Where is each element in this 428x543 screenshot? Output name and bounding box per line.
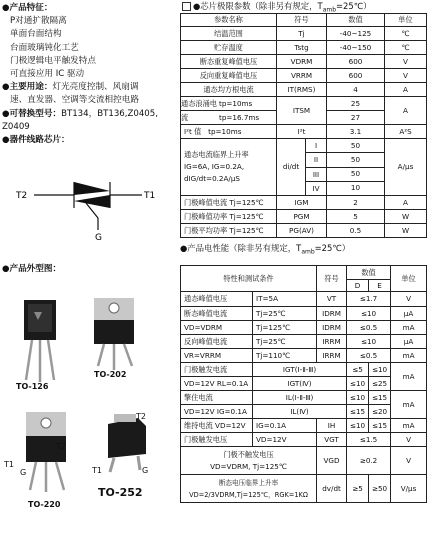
table-row: 结温范围 Tj -40~125 ℃ [181, 27, 427, 41]
table-header-row [181, 14, 427, 27]
checkbox-icon [182, 2, 191, 11]
feature-item: 台面玻璃钝化工艺 [10, 42, 79, 53]
table-row: 断态电压临界上升率 VD=2/3VDRM,Tj=125℃，RGK=1KΩ dv/dt ≥5 ≥50 V/μs [181, 475, 427, 503]
table-row: 通态峰值电压 IT=5A VT ≤1.7 V [181, 292, 427, 307]
table-row: 门极峰值功率 Tj=125℃ PGM 5 W [181, 210, 427, 224]
table-row: 反向重复峰值电压 VRRM 600 V [181, 69, 427, 83]
package-to126-label: TO-126 [16, 382, 49, 391]
package-to252-label: TO-252 [98, 486, 143, 499]
header-value: 数值 [327, 14, 385, 27]
package-to202-label: TO-202 [94, 370, 127, 379]
header-unit: 单位 [385, 14, 427, 27]
pin-t2-label-252: T2 [136, 412, 146, 421]
limits-title: ●芯片极限参数（除非另有规定，$T_{amb}=25℃$） [180, 0, 428, 13]
features-title: ●产品特征： [2, 3, 53, 13]
application-text: ●主要用途：灯光亮度控制、风扇调 [2, 82, 139, 93]
table-row: VD=12V RL=0.1A IGT(Ⅳ) ≤10 ≤25 [181, 377, 427, 391]
table-row: 门极触发电流 IGT(Ⅰ-Ⅱ-Ⅲ) ≤5 ≤10 mA [181, 363, 427, 377]
table-row: 门极不触发电压 VD=VDRM, Tj=125℃ VGD ≥0.2 V [181, 447, 427, 475]
feature-item: 门极逻辑电平触发特点 [10, 55, 96, 66]
table-row: 擎住电流 IL(Ⅰ-Ⅱ-Ⅲ) ≤10 ≤15 mA [181, 391, 427, 405]
limits-table: 参数名称 符号 数值 单位 结温范围 Tj -40~125 ℃ 贮存温度 Tstg -40~150 ℃ 断态重复峰值电压 VDRM 600 V 反向重复峰值电压 VRRM 600 V 通态均方根电流 IT(RMS) 4 A 通态浪涌电 tp=10ms ITSM 25 A 流 tp=16.7ms 27 I²t 值 tp=10ms I²t 3.1 A²S 通态电流临界上升率 IG=6A, IG=0.2A, dIG/dt=0.2A/μS di/dt I II III IV 50 A/μs 50 50 10 门极峰值电流 Tj=125℃ IGM 2 A 门极峰值功率 Tj=125℃ PGM 5 W 门极平均功率 Tj=125℃ PG(AV) 0.5 W [180, 13, 427, 238]
pin-t2-label: T2 [56, 442, 66, 451]
symbol-title: ●器件线路芯片： [2, 135, 70, 146]
package-to220-image [10, 410, 80, 496]
pin-t1-label-252: T1 [92, 466, 102, 475]
table-header-row: 特性和测试条件 符号 数值 单位 [181, 266, 427, 280]
feature-item: P对通扩散隔离 [10, 16, 67, 27]
package-title: ●产品外型图： [2, 264, 62, 274]
table-row: 通态浪涌电 tp=10ms ITSM 25 A [181, 97, 427, 111]
feature-item: 可直接应用 IC 驱动 [10, 69, 85, 80]
elec-title: ●产品电性能（除非另有规定，$T_{amb}=25℃$） [180, 243, 351, 256]
product-info [2, 2, 178, 147]
application-text-cont: 速、直发器、空调等交流相控电路 [10, 95, 139, 106]
spec-tables [180, 0, 428, 503]
elec-table: 特性和测试条件 符号 数值 单位 D E 通态峰值电压 IT=5A VT ≤1.7 V 断态峰值电流 Tj=25℃ IDRM ≤10 μA VD=VDRM Tj=125℃ IDRM ≤0.5 mA 反向峰值电流 Tj=25℃ IRRM ≤10 μA VR=VRRM Tj=110℃ IRRM ≤0.5 mA 门极触发电流 IGT(Ⅰ-Ⅱ-Ⅲ) ≤5 ≤10 mA VD=12V RL=0.1A IGT(Ⅳ) ≤10 ≤25 擎住电流 IL(Ⅰ-Ⅱ-Ⅲ) ≤10 ≤15 mA VD=12V IG=0.1A IL(Ⅳ) ≤15 ≤20 维持电流 VD=12V IG=0.1A IH ≤10 ≤15 mA 门极触发电压 VD=12V VGT ≤1.5 V 门极不触发电压 VD=VDRM, Tj=125℃ VGD ≥0.2 V 断态电压临界上升率 VD=2/3VDRM,Tj=125℃，RGK=1KΩ dv/dt ≥5 ≥50 V/μs [180, 265, 427, 503]
pin-t1-label: T1 [4, 460, 14, 469]
header-symbol: 符号 [277, 14, 327, 27]
table-row: 通态均方根电流 IT(RMS) 4 A [181, 83, 427, 97]
package-to202-image [80, 296, 150, 376]
package-to252-image [94, 414, 154, 474]
replacement-text-cont: Z0409 [2, 121, 30, 132]
application-title: ●主要用途： [2, 82, 53, 93]
table-row: VR=VRRM Tj=110℃ IRRM ≤0.5 mA [181, 349, 427, 363]
table-row: 贮存温度 Tstg -40~150 ℃ [181, 41, 427, 55]
package-to126-image [16, 296, 64, 386]
terminal-t2-label: T2 [16, 191, 28, 201]
table-row: 门极峰值电流 Tj=125℃ IGM 2 A [181, 196, 427, 210]
replacement-title: ●可替换型号： [2, 108, 62, 119]
package-section [2, 262, 178, 542]
table-row: 门极平均功率 Tj=125℃ PG(AV) 0.5 W [181, 224, 427, 238]
table-row: VD=12V IG=0.1A IL(Ⅳ) ≤15 ≤20 [181, 405, 427, 419]
terminal-g-label: G [95, 233, 102, 240]
table-row: 通态电流临界上升率 IG=6A, IG=0.2A, dIG/dt=0.2A/μS di/dt I II III IV 50 A/μs [181, 139, 427, 153]
table-row: VD=VDRM Tj=125℃ IDRM ≤0.5 mA [181, 321, 427, 335]
triac-symbol [14, 160, 164, 240]
table-row: I²t 值 tp=10ms I²t 3.1 A²S [181, 125, 427, 139]
table-row: 反向峰值电流 Tj=25℃ IRRM ≤10 μA [181, 335, 427, 349]
table-row: 门极触发电压 VD=12V VGT ≤1.5 V [181, 433, 427, 447]
terminal-t1-label: T1 [144, 191, 156, 201]
header-param: 参数名称 [181, 14, 277, 27]
pin-g-label: G [20, 468, 27, 477]
table-row: 流 tp=16.7ms 27 [181, 111, 427, 125]
table-row: 维持电流 VD=12V IG=0.1A IH ≤10 ≤15 mA [181, 419, 427, 433]
triac-upper-triangle [74, 182, 110, 195]
table-row: 断态重复峰值电压 VDRM 600 V [181, 55, 427, 69]
table-row: 断态峰值电流 Tj=25℃ IDRM ≤10 μA [181, 307, 427, 321]
pin-g-label-252: G [142, 466, 149, 475]
triac-lower-triangle [74, 195, 110, 208]
feature-item: 单面台面结构 [10, 29, 62, 40]
package-to220-label: TO-220 [28, 500, 61, 509]
replacement-text: ●可替换型号：BT134，BT136,Z0405, [2, 108, 158, 119]
